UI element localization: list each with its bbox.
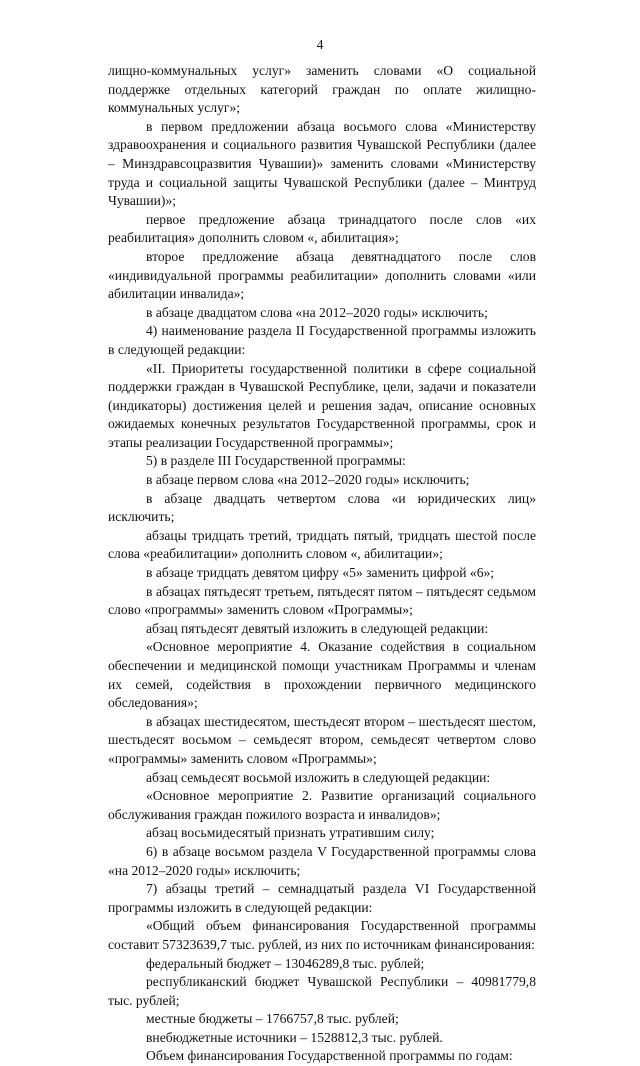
paragraph: второе предложение абзаца девятнадцатого после слов «индивидуальной программы реабилитации» дополнить словами «или абилитации инвалида»; [108, 248, 536, 302]
paragraph: в абзацах шестидесятом, шестьдесят втором – шестьдесят шестом, шестьдесят восьмом – семьдесят втором, семьдесят четвертом слово «программы» заменить словом «Программы»; [108, 713, 536, 766]
paragraph: «Основное мероприятие 4. Оказание содействия в социальном обеспечении и медицинской помощи участникам Программы и членам их семей, содействия в прохождении первичного медицинского обследования»; [108, 639, 536, 711]
paragraph: «Основное мероприятие 2. Развитие организаций социального обслуживания граждан пожилого возраста и инвалидов»; [108, 788, 536, 822]
paragraph: в абзаце тридцать девятом цифру «5» заменить цифрой «6»; [146, 565, 495, 581]
paragraph: в абзацах пятьдесят третьем, пятьдесят пятом – пятьдесят седьмом слово «программы» заменить словом «Программы»; [108, 583, 536, 618]
paragraph: 6) в абзаце восьмом раздела V Государственной программы слова «на 2012–2020 годы» исключить; [108, 843, 536, 878]
paragraph: в абзаце первом слова «на 2012–2020 годы» исключить; [146, 472, 470, 488]
paragraph: 7) абзацы третий – семнадцатый раздела VI Государственной программы изложить в следующей редакции: [108, 881, 536, 915]
paragraph: в абзаце двадцатом слова «на 2012–2020 годы» исключить; [146, 304, 488, 320]
paragraph: в абзаце двадцать четвертом слова «и юридических лиц» исключить; [108, 490, 536, 525]
paragraph: абзац семьдесят восьмой изложить в следующей редакции: [146, 769, 491, 785]
document-body [108, 62, 536, 1066]
paragraph: «II. Приоритеты государственной политики в сфере социальной поддержки граждан в Чувашской Республике, цели, задачи и показатели (индикаторы) достижения целей и решения задач, описание основных ожидаемых конечных результатов Государственной программы, срок и этапы реализации Государственной программы»; [108, 360, 536, 450]
paragraph: федеральный бюджет – 13046289,8 тыс. рублей; [146, 955, 425, 971]
paragraph: внебюджетные источники – 1528812,3 тыс. рублей. [146, 1029, 443, 1045]
paragraph: абзацы тридцать третий, тридцать пятый, тридцать шестой после слова «реабилитации» дополнить словом «, абилитации»; [108, 527, 536, 562]
paragraph: лищно-коммунальных услуг» заменить словами «О социальной поддержке отдельных категорий граждан по оплате жилищно-коммунальных услуг»; [108, 63, 536, 116]
page-number: 4 [316, 37, 324, 52]
paragraph: Объем финансирования Государственной программы по годам: [146, 1048, 513, 1064]
paragraph: 5) в разделе III Государственной программы: [146, 453, 406, 469]
paragraph: 4) наименование раздела II Государственной программы изложить в следующей редакции: [108, 323, 536, 357]
paragraph: «Общий объем финансирования Государственной программы составит 57323639,7 тыс. рублей, из них по источникам финансирования: [108, 918, 536, 952]
paragraph: местные бюджеты – 1766757,8 тыс. рублей; [146, 1011, 399, 1027]
paragraph: республиканский бюджет Чувашской Республики – 40981779,8 тыс. рублей; [108, 974, 536, 1008]
paragraph: абзац пятьдесят девятый изложить в следующей редакции: [146, 620, 489, 636]
paragraph: первое предложение абзаца тринадцатого после слов «их реабилитация» дополнить словом «, абилитация»; [108, 211, 536, 246]
paragraph: в первом предложении абзаца восьмого слова «Министерству здравоохранения и социального развития Чувашской Республики (далее – Минздравсоцразвития Чувашии)» заменить словами «Министерству труда и социальной защиты Чувашской Республики (далее – Минтруд Чувашии)»; [108, 118, 536, 209]
paragraph: абзац восьмидесятый признать утратившим силу; [146, 825, 435, 841]
